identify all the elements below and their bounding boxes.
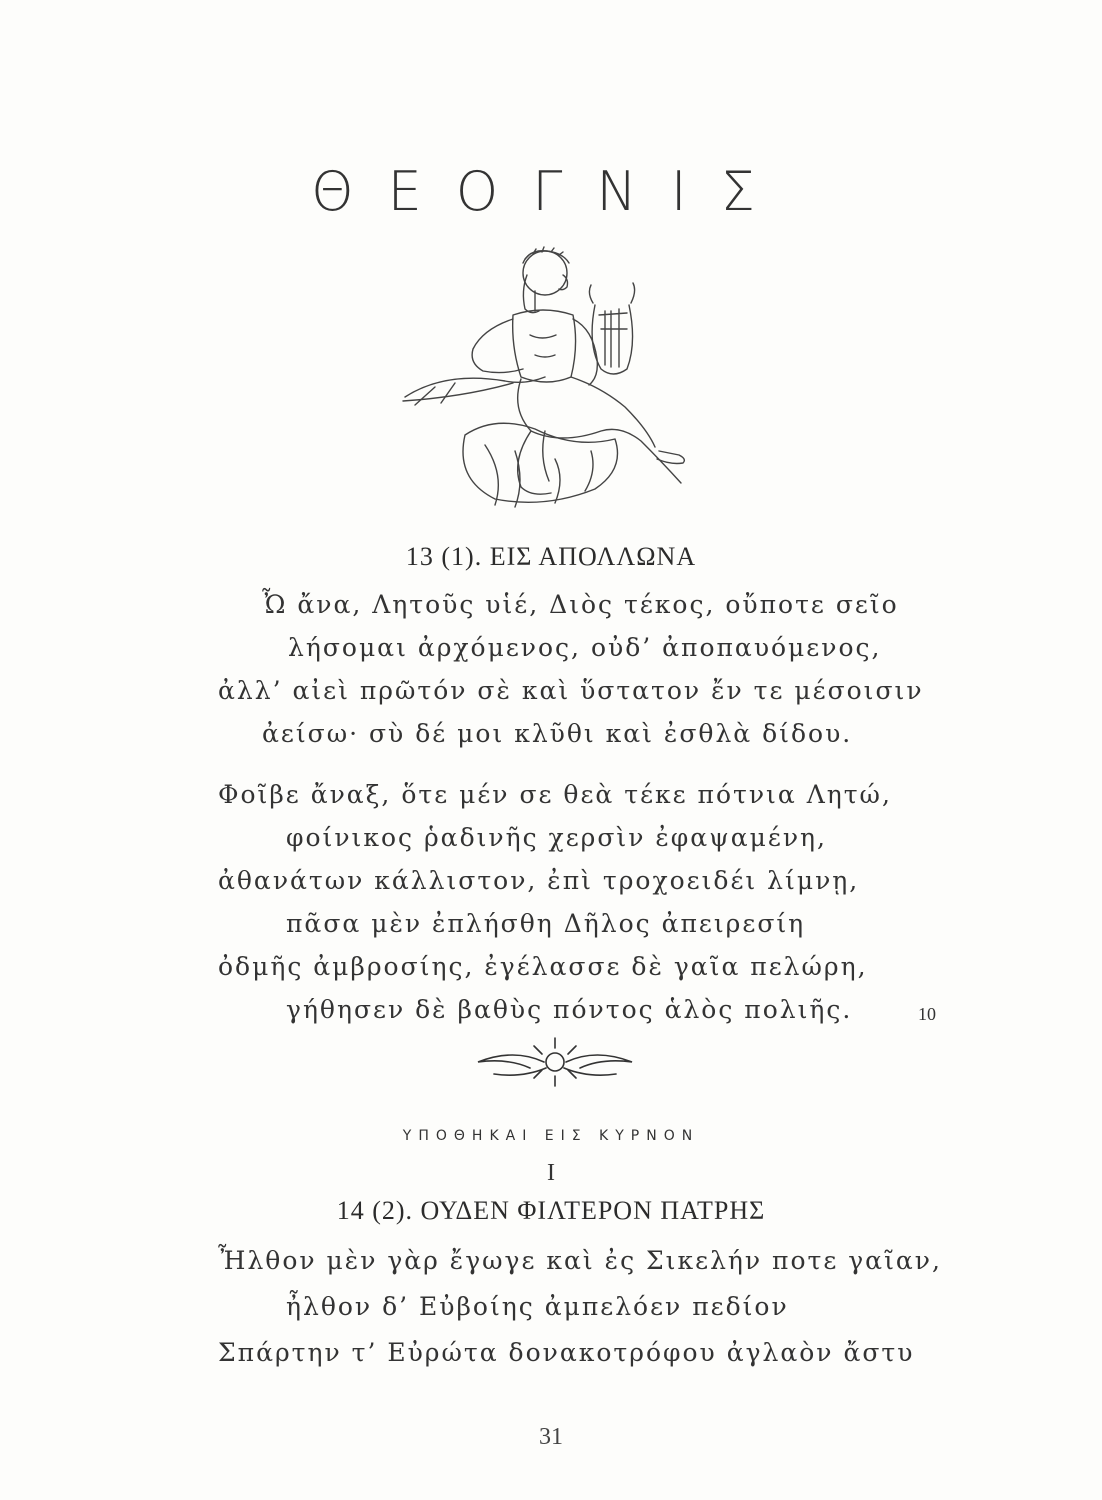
verse-line: ἀθανάτων κάλλιστον, ἐπὶ τροχοειδέι λίμνῃ, [218, 866, 860, 895]
verse-line: ὀδμῆς ἀμβροσίης, ἐγέλασσε δὲ γαῖα πελώρη, [218, 952, 868, 981]
verse-line: λήσομαι ἀρχόμενος, οὐδ’ ἀποπαυόμενος, [288, 633, 882, 662]
section-heading: ΥΠΟΘΗΚΑΙ ΕΙΣ ΚΥΡΝΟΝ [402, 1128, 700, 1144]
page-number: 31 [539, 1424, 563, 1450]
poem-heading-14: 14 (2). ΟΥΔΕΝ ΦΙΛΤΕΡΟΝ ΠΑΤΡΗΣ [336, 1196, 766, 1225]
verse-line: φοίνικος ῥαδινῆς χερσὶν ἐφαψαμένη, [286, 823, 827, 852]
section-number: I [547, 1160, 555, 1186]
verse-line: Ὦ ἄνα, Λητοῦς υἱέ, Διὸς τέκος, οὔποτε σεῖο [262, 590, 899, 619]
verse-line: ἀείσω· σὺ δέ μοι κλῦθι καὶ ἐσθλὰ δίδου. [262, 719, 853, 748]
verse-line: Σπάρτην τ’ Εὐρώτα δονακοτρόφου ἀγλαὸν ἄστυ [218, 1338, 915, 1367]
verse-line: γήθησεν δὲ βαθὺς πόντος ἁλὸς πολιῆς. [286, 995, 853, 1024]
verse-line: πᾶσα μὲν ἐπλήσθη Δῆλος ἀπειρεσίη [286, 909, 806, 938]
poem-heading-13: 13 (1). ΕΙΣ ΑΠΟΛΛΩΝΑ [405, 542, 697, 571]
apollo-lyre-illustration [395, 245, 715, 525]
verse-line: ἀλλ’ αἰεὶ πρῶτόν σὲ καὶ ὕστατον ἔν τε μέσοισιν [218, 676, 924, 705]
sun-ornament [470, 1028, 640, 1098]
page-title: ΘΕΟΓΝΙΣ [311, 160, 789, 223]
verse-line: Ἦλθον μὲν γὰρ ἔγωγε καὶ ἐς Σικελήν ποτε γαῖαν, [218, 1246, 942, 1275]
verse-line: Φοῖβε ἄναξ, ὅτε μέν σε θεὰ τέκε πότνια Λητώ, [218, 780, 892, 809]
line-number: 10 [918, 1004, 936, 1024]
verse-line: ἦλθον δ’ Εὐβοίης ἀμπελόεν πεδίον [286, 1292, 789, 1321]
